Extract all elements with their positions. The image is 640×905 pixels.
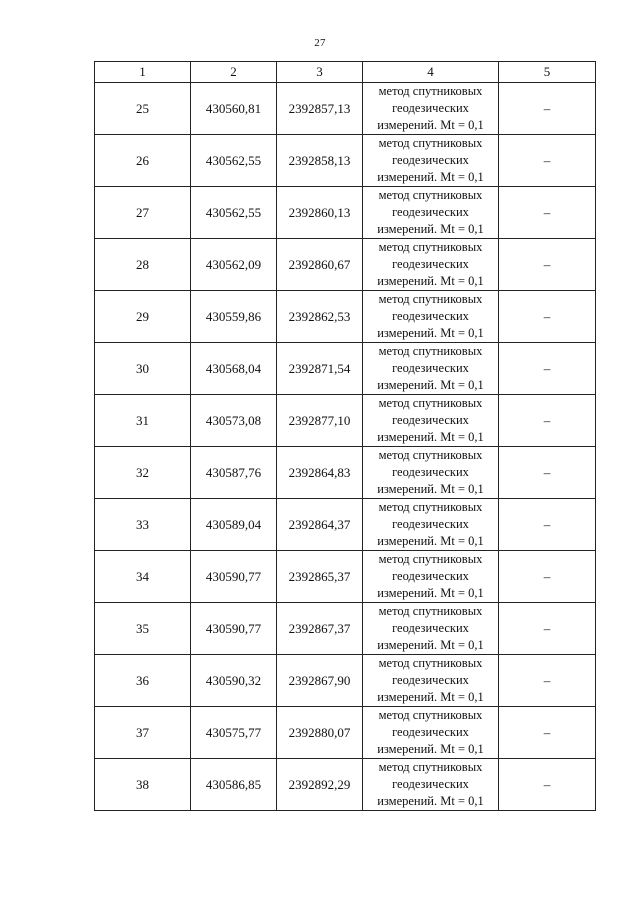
table-row: [95, 707, 596, 759]
table-header: [95, 62, 596, 83]
point-number-cell: 30: [95, 343, 191, 395]
method-text-line: геодезических: [392, 465, 469, 479]
method-text-line: измерений. Mt = 0,1: [377, 638, 484, 652]
coordinates-table: [94, 61, 596, 811]
y-coordinate-cell: 2392864,83: [277, 447, 363, 499]
note-cell: –: [499, 239, 596, 291]
method-text-line: измерений. Mt = 0,1: [377, 430, 484, 444]
table-row: [95, 343, 596, 395]
method-text-line: измерений. Mt = 0,1: [377, 794, 484, 808]
x-coordinate-cell: 430587,76: [191, 447, 277, 499]
table-row: [95, 83, 596, 135]
method-text-line: метод спутниковых: [378, 708, 483, 722]
table-row: [95, 759, 596, 811]
method-text-line: измерений. Mt = 0,1: [377, 586, 484, 600]
point-number-cell: 27: [95, 187, 191, 239]
table-row: [95, 135, 596, 187]
y-coordinate-cell: 2392864,37: [277, 499, 363, 551]
method-text-line: геодезических: [392, 361, 469, 375]
method-text-line: геодезических: [392, 413, 469, 427]
point-number-cell: 28: [95, 239, 191, 291]
method-text-line: измерений. Mt = 0,1: [377, 534, 484, 548]
method-text-line: измерений. Mt = 0,1: [377, 170, 484, 184]
method-text-line: метод спутниковых: [378, 656, 483, 670]
x-coordinate-cell: 430586,85: [191, 759, 277, 811]
note-cell: –: [499, 83, 596, 135]
table-body: [95, 83, 596, 811]
x-coordinate-cell: 430573,08: [191, 395, 277, 447]
method-text-line: измерений. Mt = 0,1: [377, 118, 484, 132]
note-cell: –: [499, 499, 596, 551]
point-number-cell: 38: [95, 759, 191, 811]
y-coordinate-cell: 2392865,37: [277, 551, 363, 603]
header-col-4: 4: [363, 62, 499, 83]
method-cell: [363, 395, 499, 447]
method-text-line: метод спутниковых: [378, 760, 483, 774]
method-cell: [363, 135, 499, 187]
x-coordinate-cell: 430590,77: [191, 603, 277, 655]
method-text-line: метод спутниковых: [378, 84, 483, 98]
header-col-1: 1: [95, 62, 191, 83]
point-number-cell: 35: [95, 603, 191, 655]
method-text-line: метод спутниковых: [378, 396, 483, 410]
point-number-cell: 37: [95, 707, 191, 759]
note-cell: –: [499, 551, 596, 603]
method-cell: [363, 291, 499, 343]
table-row: [95, 655, 596, 707]
point-number-cell: 33: [95, 499, 191, 551]
method-text-line: геодезических: [392, 725, 469, 739]
note-cell: –: [499, 603, 596, 655]
method-text-line: геодезических: [392, 153, 469, 167]
header-col-5: 5: [499, 62, 596, 83]
method-cell: [363, 239, 499, 291]
y-coordinate-cell: 2392862,53: [277, 291, 363, 343]
method-text-line: измерений. Mt = 0,1: [377, 690, 484, 704]
x-coordinate-cell: 430568,04: [191, 343, 277, 395]
header-col-2: 2: [191, 62, 277, 83]
table-row: [95, 239, 596, 291]
point-number-cell: 26: [95, 135, 191, 187]
method-cell: [363, 707, 499, 759]
method-text-line: геодезических: [392, 101, 469, 115]
table-row: [95, 187, 596, 239]
point-number-cell: 34: [95, 551, 191, 603]
x-coordinate-cell: 430560,81: [191, 83, 277, 135]
x-coordinate-cell: 430590,77: [191, 551, 277, 603]
point-number-cell: 36: [95, 655, 191, 707]
note-cell: –: [499, 291, 596, 343]
method-cell: [363, 759, 499, 811]
y-coordinate-cell: 2392860,13: [277, 187, 363, 239]
point-number-cell: 29: [95, 291, 191, 343]
method-text-line: метод спутниковых: [378, 344, 483, 358]
y-coordinate-cell: 2392857,13: [277, 83, 363, 135]
method-text-line: метод спутниковых: [378, 500, 483, 514]
table-row: [95, 395, 596, 447]
x-coordinate-cell: 430562,09: [191, 239, 277, 291]
method-cell: [363, 499, 499, 551]
point-number-cell: 31: [95, 395, 191, 447]
method-text-line: геодезических: [392, 309, 469, 323]
note-cell: –: [499, 135, 596, 187]
method-cell: [363, 655, 499, 707]
note-cell: –: [499, 447, 596, 499]
x-coordinate-cell: 430589,04: [191, 499, 277, 551]
x-coordinate-cell: 430590,32: [191, 655, 277, 707]
x-coordinate-cell: 430562,55: [191, 135, 277, 187]
table-row: [95, 291, 596, 343]
note-cell: –: [499, 187, 596, 239]
method-cell: [363, 343, 499, 395]
header-row: [95, 62, 596, 83]
table-row: [95, 551, 596, 603]
y-coordinate-cell: 2392892,29: [277, 759, 363, 811]
y-coordinate-cell: 2392880,07: [277, 707, 363, 759]
method-text-line: метод спутниковых: [378, 292, 483, 306]
note-cell: –: [499, 343, 596, 395]
table-row: [95, 603, 596, 655]
method-text-line: геодезических: [392, 673, 469, 687]
header-col-3: 3: [277, 62, 363, 83]
table-row: [95, 447, 596, 499]
point-number-cell: 32: [95, 447, 191, 499]
method-text-line: измерений. Mt = 0,1: [377, 742, 484, 756]
y-coordinate-cell: 2392860,67: [277, 239, 363, 291]
method-text-line: измерений. Mt = 0,1: [377, 378, 484, 392]
y-coordinate-cell: 2392871,54: [277, 343, 363, 395]
method-text-line: метод спутниковых: [378, 552, 483, 566]
x-coordinate-cell: 430575,77: [191, 707, 277, 759]
method-text-line: измерений. Mt = 0,1: [377, 482, 484, 496]
x-coordinate-cell: 430559,86: [191, 291, 277, 343]
method-cell: [363, 83, 499, 135]
note-cell: –: [499, 707, 596, 759]
method-cell: [363, 551, 499, 603]
x-coordinate-cell: 430562,55: [191, 187, 277, 239]
y-coordinate-cell: 2392858,13: [277, 135, 363, 187]
table-row: [95, 499, 596, 551]
method-cell: [363, 603, 499, 655]
method-cell: [363, 187, 499, 239]
method-text-line: метод спутниковых: [378, 240, 483, 254]
method-text-line: метод спутниковых: [378, 136, 483, 150]
y-coordinate-cell: 2392867,37: [277, 603, 363, 655]
method-text-line: метод спутниковых: [378, 188, 483, 202]
method-text-line: геодезических: [392, 621, 469, 635]
method-text-line: геодезических: [392, 205, 469, 219]
method-cell: [363, 447, 499, 499]
note-cell: –: [499, 655, 596, 707]
method-text-line: геодезических: [392, 777, 469, 791]
method-text-line: измерений. Mt = 0,1: [377, 326, 484, 340]
method-text-line: измерений. Mt = 0,1: [377, 274, 484, 288]
method-text-line: геодезических: [392, 569, 469, 583]
note-cell: –: [499, 759, 596, 811]
y-coordinate-cell: 2392877,10: [277, 395, 363, 447]
method-text-line: метод спутниковых: [378, 604, 483, 618]
note-cell: –: [499, 395, 596, 447]
method-text-line: геодезических: [392, 517, 469, 531]
method-text-line: измерений. Mt = 0,1: [377, 222, 484, 236]
method-text-line: геодезических: [392, 257, 469, 271]
y-coordinate-cell: 2392867,90: [277, 655, 363, 707]
point-number-cell: 25: [95, 83, 191, 135]
page-number: 27: [314, 37, 326, 49]
method-text-line: метод спутниковых: [378, 448, 483, 462]
